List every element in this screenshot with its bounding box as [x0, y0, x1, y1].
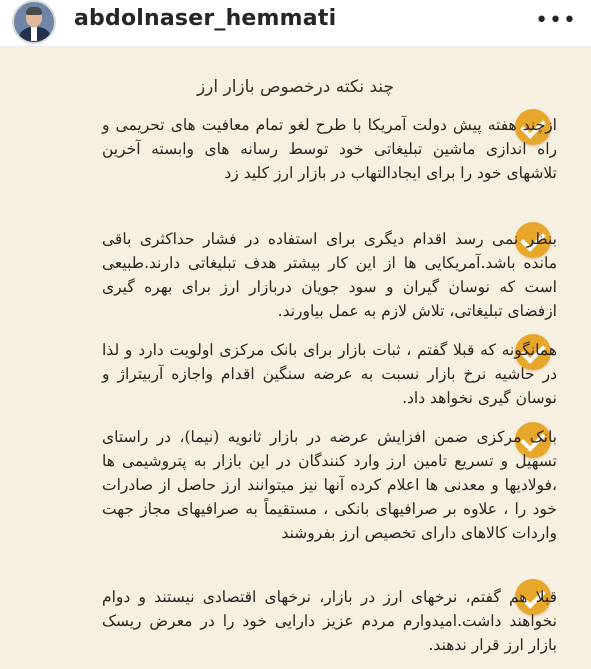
username[interactable]: abdolnaser_hemmati [74, 6, 337, 31]
list-item: قبلا هم گفتم، نرخهای ارز در بازار، نرخهای اقتصادی نیستند و دوام نخواهند داشت.امیدوارم مردم عزیز دارایی خود را در معرض ریسک بازار ارز قرار ندهند. [102, 588, 557, 654]
list-item: ازچند هفته پیش دولت آمریکا با طرح لغو تمام معافیت های تحریمی و راه اندازی ماشین تبلیغاتی خود توسط رسانه های وابسته آخرین تلاشهای خود را برای ایجادالتهاب در بازار ارز کلید زد [102, 116, 557, 182]
more-horizontal-icon[interactable]: ••• [535, 8, 577, 33]
post-image [0, 47, 591, 669]
list-item: بانک مرکزی ضمن افزایش عرضه در بازار ثانویه (نیما)، در راستای تسهیل و تسریع تامین ارز وارد کنندگان در این بازار به پتروشیمی ها ،فولادیها و معدنی ها اعلام کرده آنها نیز میتوانند ارز حاصل از صادرات خود را ، علاوه بر صرافیهای بانکی ، مستقیماً به صرافیهای مجاز جهت واردات کالاهای دارای تخصیص ارز بفروشند [102, 428, 557, 542]
list-item: بنظر نمی رسد اقدام دیگری برای استفاده در فشار حداکثری باقی مانده باشد.آمریکایی ها از این کار بیشتر هدف تبلیغاتی دارند.طبیعی است که نوسان گیران و سود جویان دربازار ارز برای بهره گیری ازفضای تبلیغاتی، تلاش لازم به عمل بیاورند. [102, 230, 557, 320]
post-header [0, 0, 591, 47]
post-title: چند نکته درخصوص بازار ارز [196, 77, 395, 97]
list-item: همانگونه که قبلا گفتم ، ثبات بازار برای بانک مرکزی اولویت دارد و لذا در حاشیه نرخ بازار نسبت به عرضه سنگین اقدام واجازه آربیتراژ و نوسان گیری نخواهد داد. [102, 341, 557, 407]
avatar[interactable] [12, 0, 56, 44]
